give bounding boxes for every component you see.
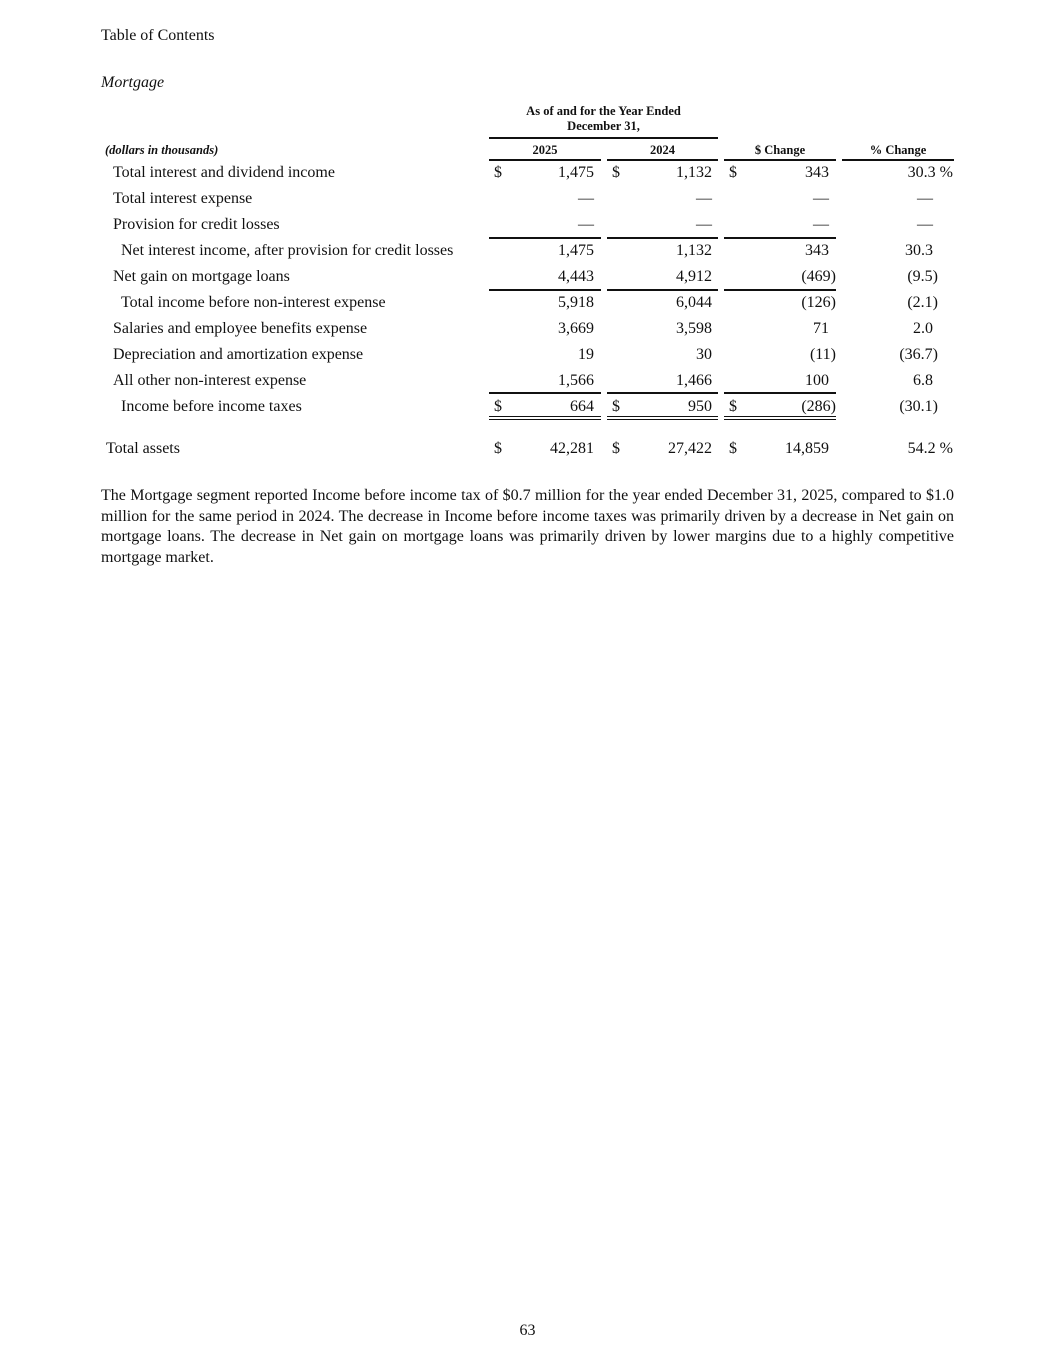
- row-label: Provision for credit losses: [113, 216, 280, 233]
- table-row: [0, 372, 1055, 398]
- cell-percent-change: 2.0: [913, 320, 933, 337]
- table-row: [0, 398, 1055, 424]
- cell-v2025: 19: [578, 346, 594, 363]
- table-of-contents-link[interactable]: Table of Contents: [101, 27, 215, 44]
- cell-v2024: 1,132: [676, 242, 712, 259]
- cell-v2025: 4,443: [558, 268, 594, 285]
- page-number: 63: [519, 1322, 536, 1339]
- cell-v2025: 664: [570, 398, 594, 415]
- currency-symbol: $: [494, 164, 502, 181]
- currency-symbol: $: [494, 440, 502, 457]
- row-label: Income before income taxes: [121, 398, 302, 415]
- cell-v2024: 950: [688, 398, 712, 415]
- total-double-rule: [607, 416, 718, 420]
- currency-symbol: $: [729, 164, 737, 181]
- cell-chg: 100: [805, 372, 829, 389]
- row-label: Total interest and dividend income: [113, 164, 335, 181]
- subtotal-rule: [607, 289, 718, 291]
- header-rule-2024: [607, 159, 718, 161]
- cell-percent-change: —: [917, 190, 933, 207]
- header-rule-2025: [489, 159, 601, 161]
- cell-v2024: 1,132: [676, 164, 712, 181]
- cell-chg: (11): [809, 346, 836, 363]
- group-header-line-2: December 31,: [567, 119, 640, 133]
- cell-percent-change: 30.3 %: [907, 164, 953, 181]
- subtotal-rule: [489, 289, 601, 291]
- subtotal-rule: [607, 392, 718, 394]
- subtotal-rule: [724, 289, 836, 291]
- row-label: Net interest income, after provision for credit losses: [121, 242, 454, 259]
- total-double-rule: [724, 416, 836, 420]
- currency-symbol: $: [494, 398, 502, 415]
- cell-percent-change: (2.1): [907, 294, 938, 311]
- cell-v2024: 4,912: [676, 268, 712, 285]
- subtotal-rule: [724, 392, 836, 394]
- row-label: Depreciation and amortization expense: [113, 346, 364, 363]
- col-header-dollar-change: $ Change: [754, 143, 806, 157]
- header-rule-dollar-change: [724, 159, 836, 161]
- col-header-2024: 2024: [650, 143, 675, 157]
- commentary-paragraph: The Mortgage segment reported Income before income tax of $0.7 million for the year ended December 31, 2025, compared to $1.0 million for the same period in 2024. The decrease in Income before income taxes was primarily driven by a decrease in Net gain on mortgage loans. The decrease in Net gain on mortgage loans was primarily driven by lower margins due to a highly competitive mortgage market.: [101, 487, 954, 566]
- total-double-rule: [489, 416, 601, 420]
- row-label: Net gain on mortgage loans: [113, 268, 290, 285]
- cell-chg: 343: [805, 242, 829, 259]
- row-label: Total income before non-interest expense: [121, 294, 386, 311]
- cell-percent-change: 6.8: [913, 372, 933, 389]
- currency-symbol: $: [612, 164, 620, 181]
- cell-v2024: 30: [696, 346, 712, 363]
- cell-v2025: 1,566: [558, 372, 594, 389]
- row-label: Salaries and employee benefits expense: [113, 320, 368, 337]
- cell-v2025: —: [578, 190, 594, 207]
- table-row: [0, 346, 1055, 372]
- row-label: Total interest expense: [113, 190, 253, 207]
- cell-chg: —: [813, 216, 829, 233]
- cell-chg: 14,859: [785, 440, 829, 457]
- currency-symbol: $: [612, 398, 620, 415]
- table-row: [0, 190, 1055, 216]
- cell-v2024: 1,466: [676, 372, 712, 389]
- cell-v2024: 3,598: [676, 320, 712, 337]
- column-group-header: [489, 104, 718, 134]
- section-title: Mortgage: [101, 74, 165, 91]
- cell-chg: (126): [801, 294, 836, 311]
- cell-percent-change: (9.5): [907, 268, 938, 285]
- cell-percent-change: (30.1): [899, 398, 938, 415]
- table-row: [0, 294, 1055, 320]
- subtotal-rule: [489, 392, 601, 394]
- group-header-line-1: As of and for the Year Ended: [526, 104, 681, 118]
- cell-percent-change: 30.3: [905, 242, 933, 259]
- cell-v2024: 27,422: [668, 440, 712, 457]
- subtotal-rule: [724, 237, 836, 239]
- cell-v2024: 6,044: [676, 294, 712, 311]
- cell-chg: 71: [813, 320, 829, 337]
- row-label: All other non-interest expense: [113, 372, 307, 389]
- table-row: [0, 242, 1055, 268]
- cell-v2025: 3,669: [558, 320, 594, 337]
- subtotal-rule: [489, 237, 601, 239]
- header-rule-percent-change: [842, 159, 954, 161]
- cell-v2024: —: [696, 190, 712, 207]
- cell-v2025: —: [578, 216, 594, 233]
- cell-percent-change: (36.7): [899, 346, 938, 363]
- cell-chg: —: [813, 190, 829, 207]
- group-header-rule: [489, 137, 718, 139]
- subtotal-rule: [607, 237, 718, 239]
- col-header-percent-change: % Change: [869, 143, 927, 157]
- currency-symbol: $: [729, 398, 737, 415]
- table-row: [0, 164, 1055, 190]
- cell-v2024: —: [696, 216, 712, 233]
- cell-v2025: 1,475: [558, 164, 594, 181]
- cell-chg: (286): [801, 398, 836, 415]
- cell-chg: 343: [805, 164, 829, 181]
- cell-chg: (469): [801, 268, 836, 285]
- cell-v2025: 5,918: [558, 294, 594, 311]
- cell-v2025: 42,281: [550, 440, 594, 457]
- col-header-2025: 2025: [532, 143, 558, 157]
- currency-symbol: $: [612, 440, 620, 457]
- units-label: (dollars in thousands): [105, 143, 219, 157]
- cell-percent-change: —: [917, 216, 933, 233]
- cell-percent-change: 54.2 %: [907, 440, 953, 457]
- currency-symbol: $: [729, 440, 737, 457]
- table-row: [0, 320, 1055, 346]
- total-assets-row: [0, 440, 1055, 466]
- cell-v2025: 1,475: [558, 242, 594, 259]
- row-label: Total assets: [106, 440, 180, 457]
